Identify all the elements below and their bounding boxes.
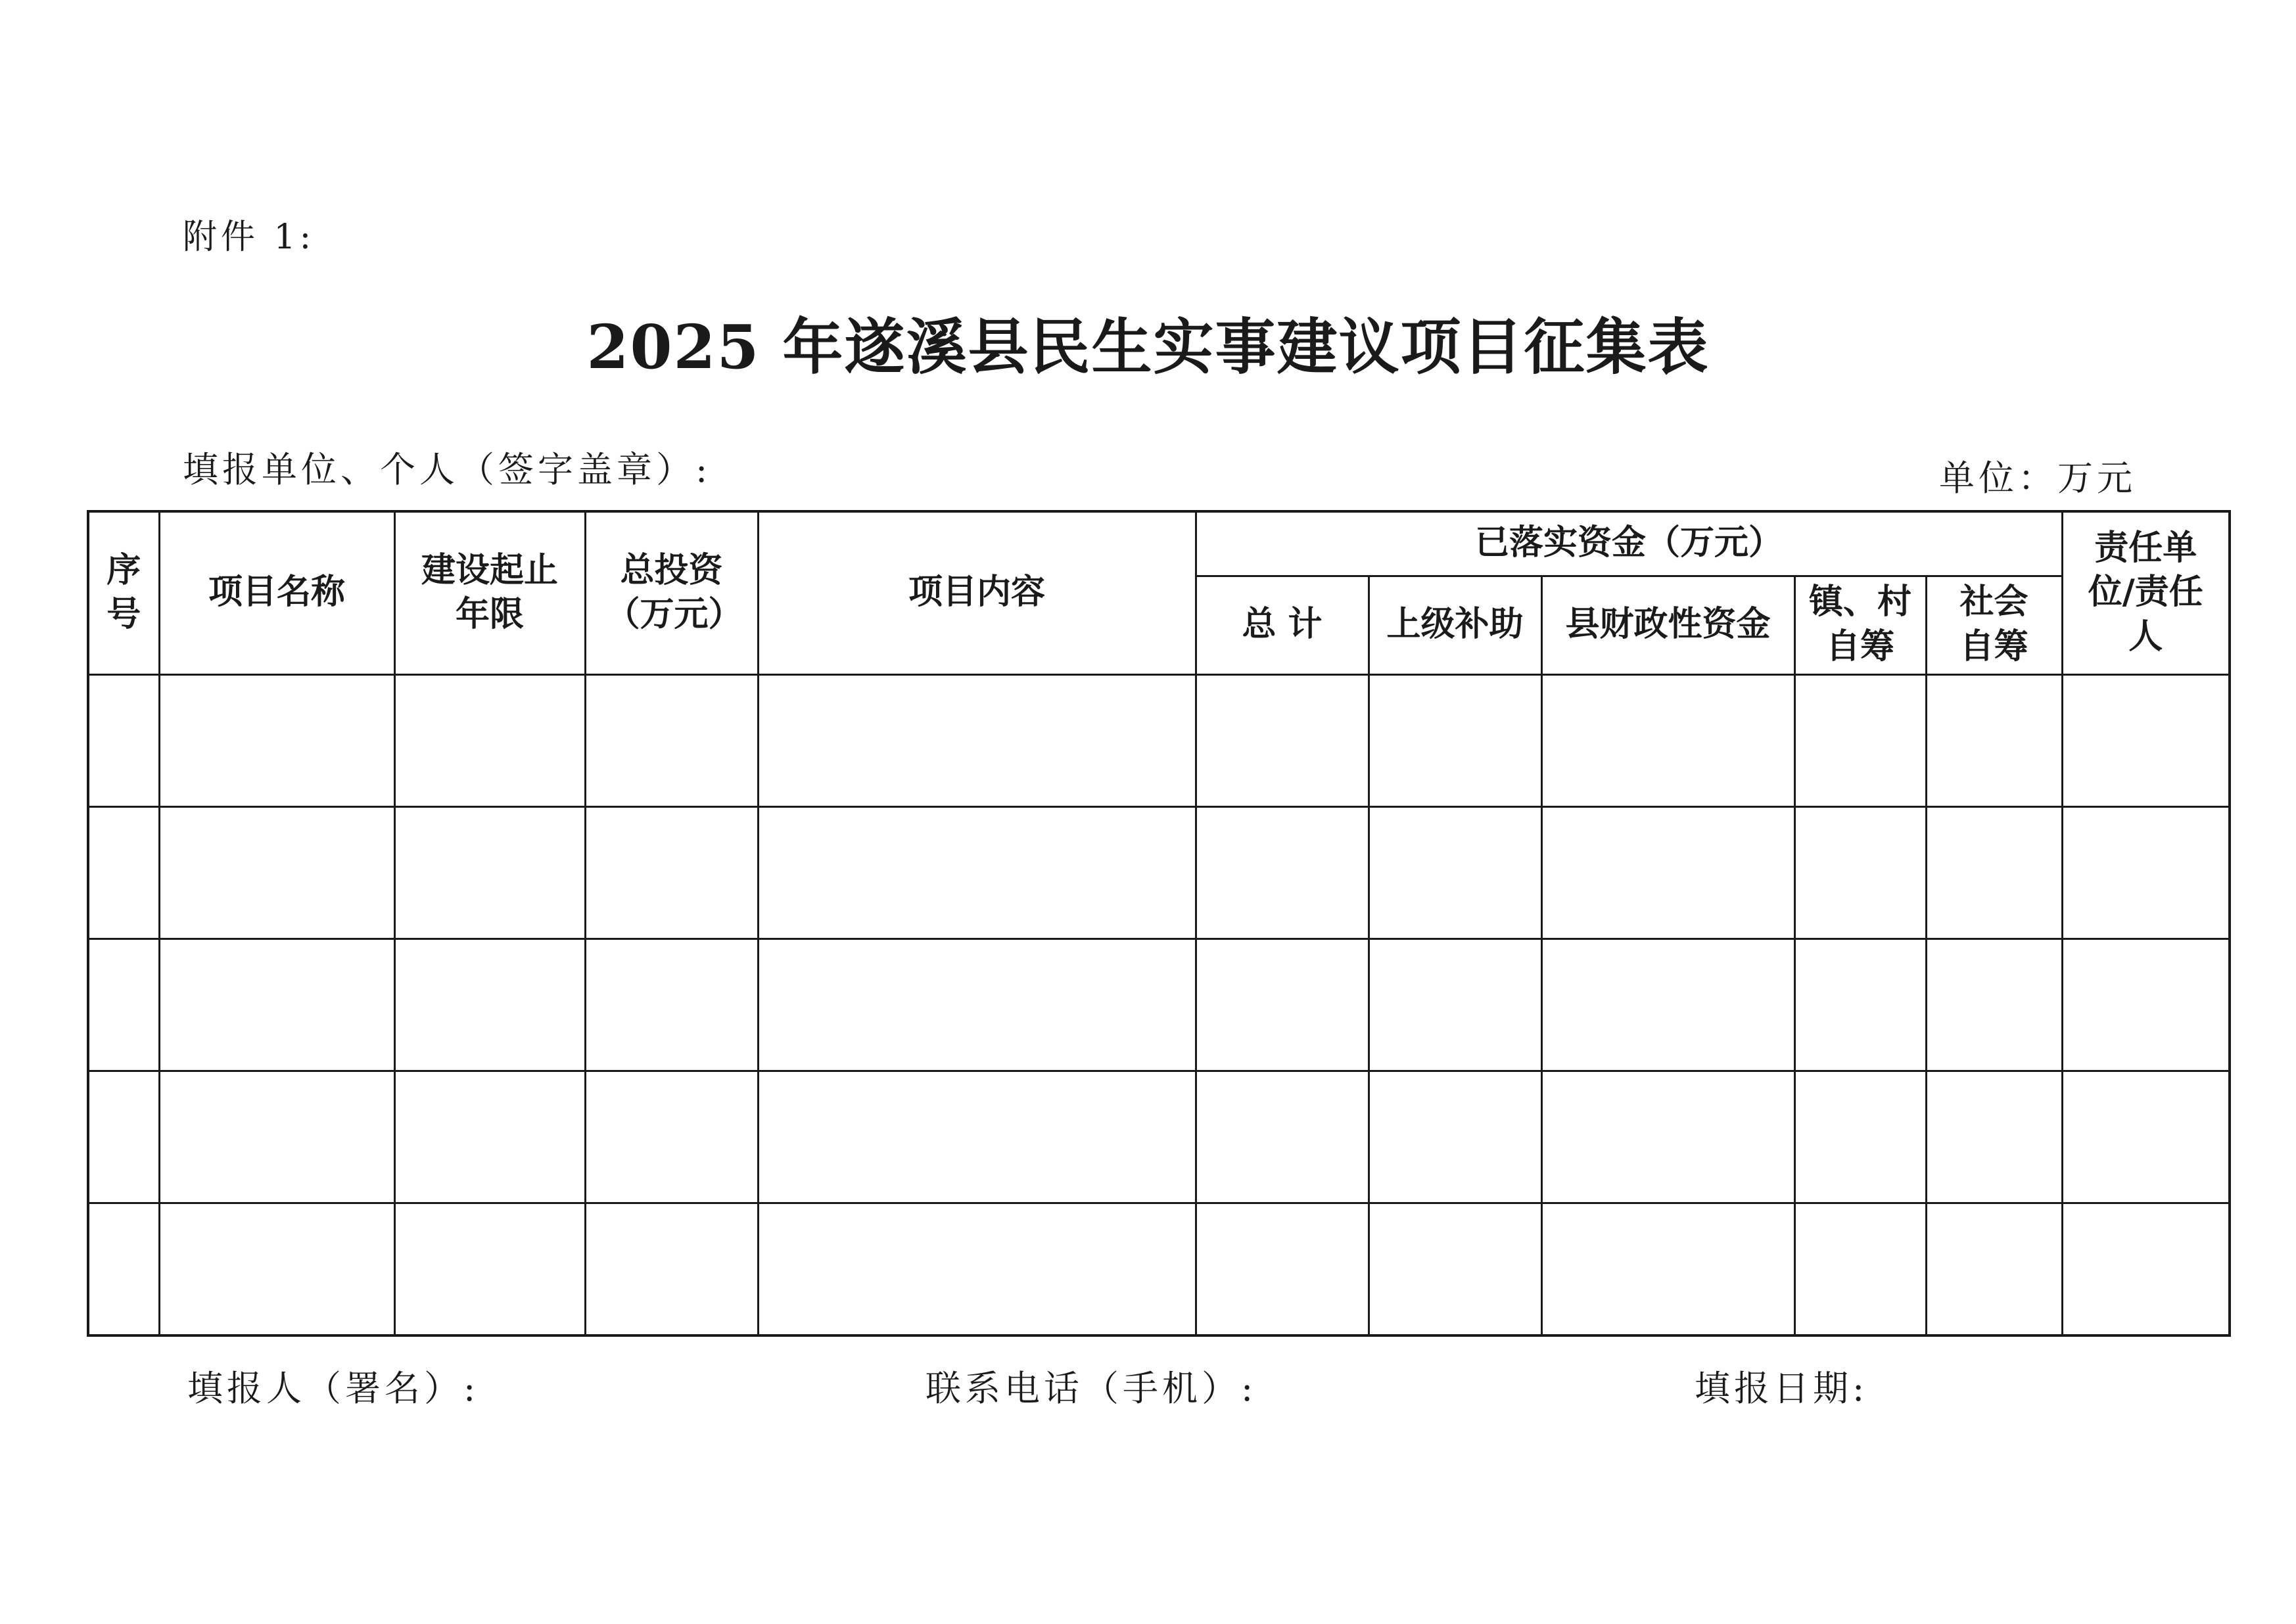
table-cell[interactable]	[159, 1071, 394, 1203]
table-row	[88, 1071, 2230, 1203]
header-period: 建设起止年限	[394, 511, 585, 674]
reporter-label: 填报人（署名）:	[187, 1368, 480, 1409]
table-cell[interactable]	[2062, 939, 2230, 1071]
table-cell[interactable]	[1369, 806, 1541, 939]
header-funds-total: 总 计	[1196, 576, 1369, 674]
table-cell[interactable]	[1196, 1071, 1369, 1203]
table-cell[interactable]	[758, 939, 1196, 1071]
table-cell[interactable]	[394, 806, 585, 939]
header-county-fiscal: 县财政性资金	[1541, 576, 1794, 674]
header-project-content: 项目内容	[758, 511, 1196, 674]
table-cell[interactable]	[88, 806, 159, 939]
table-cell[interactable]	[159, 939, 394, 1071]
filler-org-label: 填报单位、个人（签字盖章）:	[183, 449, 712, 490]
table-row	[88, 674, 2230, 806]
header-responsible: 责任单位/责任人	[2062, 511, 2230, 674]
table-cell[interactable]	[2062, 806, 2230, 939]
collection-table	[87, 510, 2231, 1337]
table-cell[interactable]	[159, 806, 394, 939]
attachment-label: 附件 1:	[183, 218, 316, 257]
table-cell[interactable]	[1369, 1071, 1541, 1203]
header-seq: 序号	[88, 511, 159, 674]
date-label: 填报日期:	[1695, 1368, 1869, 1409]
header-total-investment: 总投资（万元）	[585, 511, 758, 674]
header-town-village: 镇、村自筹	[1794, 576, 1926, 674]
table-cell[interactable]	[758, 1071, 1196, 1203]
table-row	[88, 806, 2230, 939]
table-cell[interactable]	[394, 674, 585, 806]
table-cell[interactable]	[585, 1071, 758, 1203]
table-cell[interactable]	[585, 674, 758, 806]
document-title: 2025 年遂溪县民生实事建议项目征集表	[586, 312, 1710, 383]
table-cell[interactable]	[2062, 1071, 2230, 1203]
table-cell[interactable]	[1541, 806, 1794, 939]
table-cell[interactable]	[1541, 1203, 1794, 1335]
table-cell[interactable]	[1196, 674, 1369, 806]
table-cell[interactable]	[1196, 806, 1369, 939]
table-cell[interactable]	[1926, 1071, 2062, 1203]
unit-label: 单位：万元	[1939, 457, 2136, 499]
table-cell[interactable]	[1794, 674, 1926, 806]
header-funds-group: 已落实资金（万元）	[1196, 511, 2062, 576]
header-superior-subsidy: 上级补助	[1369, 576, 1541, 674]
table-cell[interactable]	[1794, 1203, 1926, 1335]
table-cell[interactable]	[1196, 1203, 1369, 1335]
header-project-name: 项目名称	[159, 511, 394, 674]
table-cell[interactable]	[585, 939, 758, 1071]
table-cell[interactable]	[1794, 806, 1926, 939]
table-cell[interactable]	[88, 674, 159, 806]
table-cell[interactable]	[1369, 939, 1541, 1071]
table-cell[interactable]	[2062, 674, 2230, 806]
table-cell[interactable]	[88, 939, 159, 1071]
table-cell[interactable]	[88, 1071, 159, 1203]
table-cell[interactable]	[1369, 1203, 1541, 1335]
table-cell[interactable]	[1794, 1071, 1926, 1203]
table-cell[interactable]	[1369, 674, 1541, 806]
table-cell[interactable]	[1926, 674, 2062, 806]
table-cell[interactable]	[585, 1203, 758, 1335]
table-cell[interactable]	[1926, 1203, 2062, 1335]
table-cell[interactable]	[585, 806, 758, 939]
table-cell[interactable]	[758, 806, 1196, 939]
table-body	[88, 674, 2230, 1335]
table-cell[interactable]	[394, 1203, 585, 1335]
table-row	[88, 939, 2230, 1071]
table-cell[interactable]	[1794, 939, 1926, 1071]
table-cell[interactable]	[1926, 939, 2062, 1071]
header-social: 社会自筹	[1926, 576, 2062, 674]
table-cell[interactable]	[1541, 1071, 1794, 1203]
table-cell[interactable]	[394, 939, 585, 1071]
table-cell[interactable]	[88, 1203, 159, 1335]
table-cell[interactable]	[1541, 674, 1794, 806]
table-cell[interactable]	[1541, 939, 1794, 1071]
table-cell[interactable]	[1926, 806, 2062, 939]
table-cell[interactable]	[1196, 939, 1369, 1071]
table-cell[interactable]	[758, 1203, 1196, 1335]
table-cell[interactable]	[394, 1071, 585, 1203]
table-row	[88, 1203, 2230, 1335]
table-cell[interactable]	[159, 1203, 394, 1335]
table-cell[interactable]	[159, 674, 394, 806]
phone-label: 联系电话（手机）:	[925, 1368, 1257, 1409]
table-cell[interactable]	[758, 674, 1196, 806]
table-cell[interactable]	[2062, 1203, 2230, 1335]
